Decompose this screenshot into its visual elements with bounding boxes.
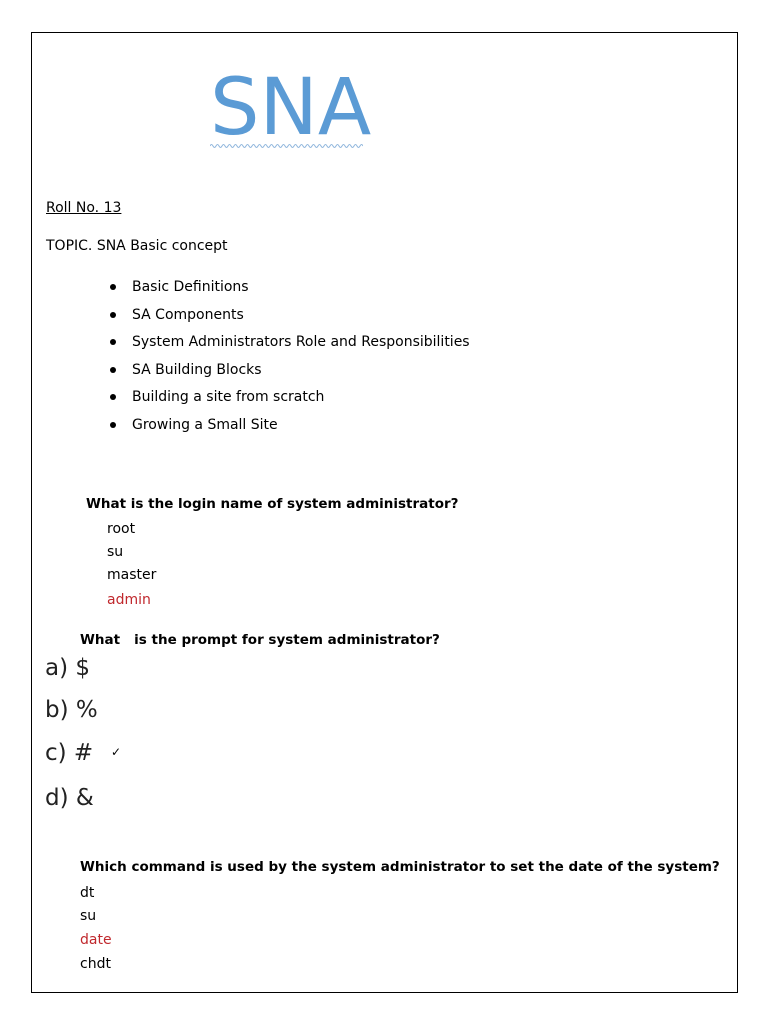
checkmark-icon: ✓ (111, 745, 122, 759)
roll-number: Roll No. 13 (46, 200, 122, 216)
q1-option: root (107, 521, 136, 537)
list-item: Growing a Small Site (110, 415, 470, 443)
q3-answer-option: date (80, 932, 112, 948)
q2-option: a) $ (45, 655, 91, 681)
q3-option: dt (80, 885, 95, 901)
list-item: System Administrators Role and Responsibilities (110, 332, 470, 360)
list-item: Building a site from scratch (110, 387, 470, 415)
document-page (31, 32, 738, 993)
q2-option: b) % (45, 697, 98, 723)
topic-heading: TOPIC. SNA Basic concept (46, 238, 228, 254)
question-2: What is the prompt for system administrator? (80, 632, 440, 648)
q1-answer-option: admin (107, 592, 151, 608)
q2-option: c) # (45, 740, 94, 766)
q3-option: su (80, 908, 97, 924)
question-1: What is the login name of system administrator? (86, 496, 459, 512)
topic-list (110, 277, 470, 443)
q3-option: chdt (80, 956, 111, 972)
list-item: SA Components (110, 305, 470, 333)
document-title: SNA (210, 63, 372, 153)
spellcheck-squiggle (210, 143, 363, 149)
list-item: Basic Definitions (110, 277, 470, 305)
q1-option: su (107, 544, 124, 560)
question-3: Which command is used by the system administrator to set the date of the system? (80, 859, 720, 875)
q2-option: d) & (45, 785, 94, 811)
q1-option: master (107, 567, 157, 583)
list-item: SA Building Blocks (110, 360, 470, 388)
